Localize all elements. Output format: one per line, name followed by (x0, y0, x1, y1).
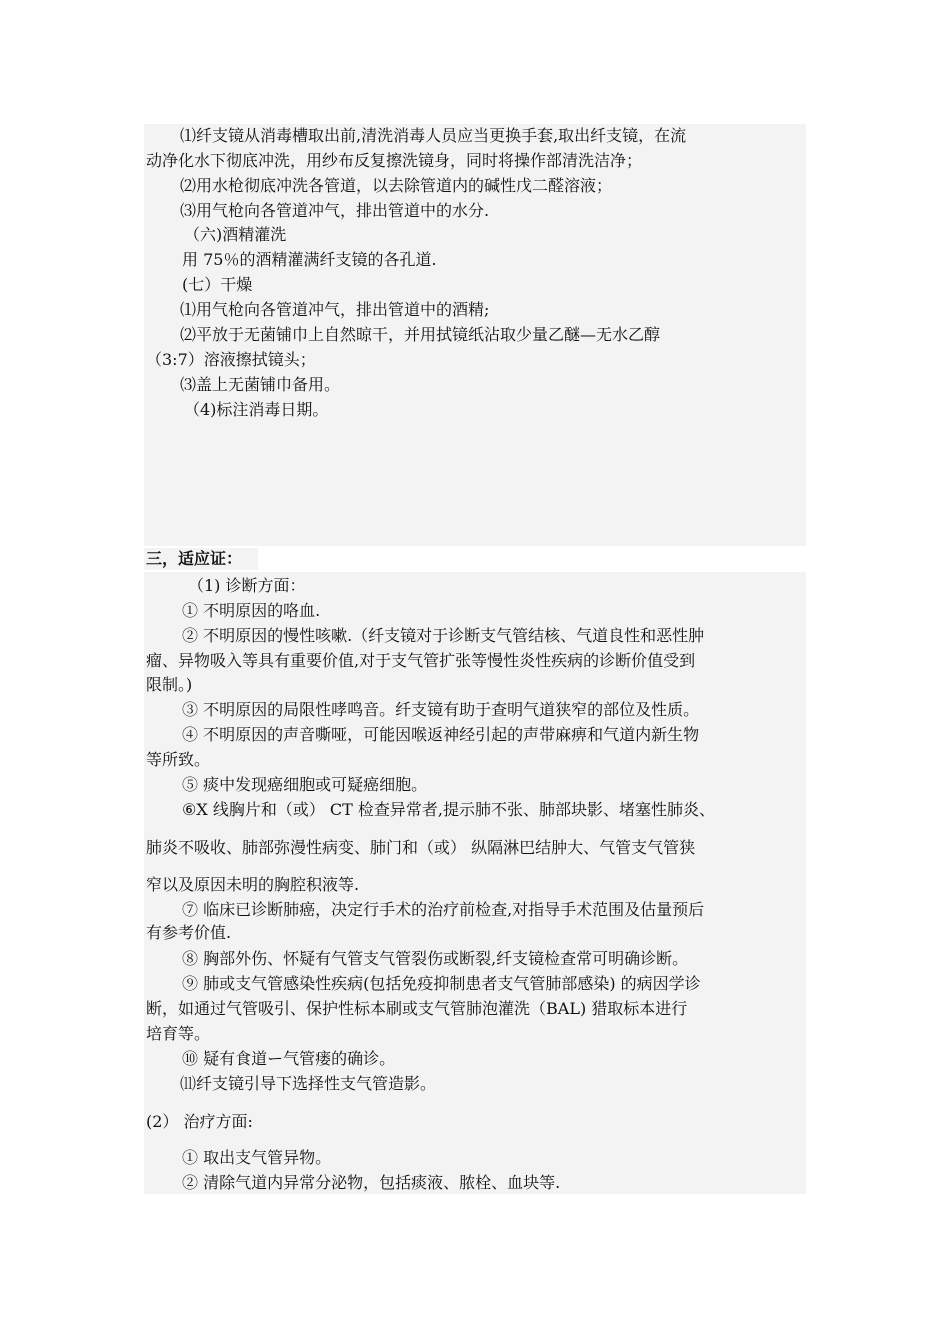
text-line: ⑶用气枪向各管道冲气，排出管道中的水分. (180, 201, 490, 220)
text-line: (2） 治疗方面: (146, 1112, 253, 1131)
text-line: ⑨ 肺或支气管感染性疾病(包括免疫抑制患者支气管肺部感染) 的病因学诊 (182, 974, 701, 993)
text-line: ① 不明原因的咯血. (182, 601, 321, 620)
text-line: （3:7）溶液擦拭镜头； (146, 350, 316, 369)
text-line: 窄以及原因未明的胸腔积液等. (146, 875, 360, 894)
text-line: ⑵用水枪彻底冲洗各管道，以去除管道内的碱性戊二醛溶液； (180, 176, 613, 195)
text-line: ⑩ 疑有食道ー气管瘘的确诊。 (182, 1049, 396, 1068)
text-line: ⑥X 线胸片和（或） CT 检查异常者,提示肺不张、肺部块影、堵塞性肺炎、 (182, 800, 715, 819)
text-line: ⑴纤支镜从消毒槽取出前,清洗消毒人员应当更换手套,取出纤支镜，在流 (180, 126, 687, 145)
text-line: 有参考价值. (146, 923, 232, 942)
text-line: 肺炎不吸收、肺部弥漫性病变、肺门和（或） 纵隔淋巴结肿大、气管支气管狭 (146, 838, 696, 857)
text-line: ④ 不明原因的声音嘶哑，可能因喉返神经引起的声带麻痹和气道内新生物 (182, 725, 700, 744)
text-line: (七）干燥 (182, 275, 253, 294)
text-line: 瘤、异物吸入等具有重要价值,对于支气管扩张等慢性炎性疾病的诊断价值受到 (146, 651, 696, 670)
text-line: 断，如通过气管吸引、保护性标本刷或支气管肺泡灌洗（BAL) 猎取标本进行 (146, 999, 688, 1018)
text-line: ⑤ 痰中发现癌细胞或可疑癌细胞。 (182, 775, 428, 794)
text-line: 培育等。 (146, 1024, 211, 1043)
text-line: （六)酒精灌洗 (184, 225, 287, 244)
text-line: ⑴用气枪向各管道冲气，排出管道中的酒精; (180, 300, 490, 319)
text-line: ① 取出支气管异物。 (182, 1148, 332, 1167)
section-heading: 三，适应证： (146, 549, 243, 568)
text-line: ③ 不明原因的局限性哮鸣音。纤支镜有助于查明气道狭窄的部位及性质。 (182, 700, 700, 719)
text-line: 等所致。 (146, 750, 211, 769)
text-line: ⑵平放于无菌铺巾上自然晾干，并用拭镜纸沾取少量乙醚—无水乙醇 (180, 325, 661, 344)
text-line: ⑧ 胸部外伤、怀疑有气管支气管裂伤或断裂,纤支镜检查常可明确诊断。 (182, 949, 689, 968)
text-line: ② 清除气道内异常分泌物，包括痰液、脓栓、血块等. (182, 1173, 561, 1192)
text-line: ⑶盖上无菌铺巾备用。 (180, 375, 341, 394)
text-line: （4)标注消毒日期。 (184, 400, 329, 419)
text-line: 限制。) (146, 675, 193, 694)
text-line: ⑾纤支镜引导下选择性支气管造影。 (180, 1074, 437, 1093)
text-line: （1) 诊断方面： (188, 576, 306, 595)
text-line: ⑦ 临床已诊断肺癌，决定行手术的治疗前检查,对指导手术范围及估量预后 (182, 900, 705, 919)
text-line: ② 不明原因的慢性咳嗽.（纤支镜对于诊断支气管结核、气道良性和恶性肿 (182, 626, 705, 645)
text-line: 动净化水下彻底冲洗，用纱布反复擦洗镜身，同时将操作部清洗洁净； (146, 151, 643, 170)
text-line: 用 75％的酒精灌满纤支镜的各孔道. (182, 250, 437, 269)
